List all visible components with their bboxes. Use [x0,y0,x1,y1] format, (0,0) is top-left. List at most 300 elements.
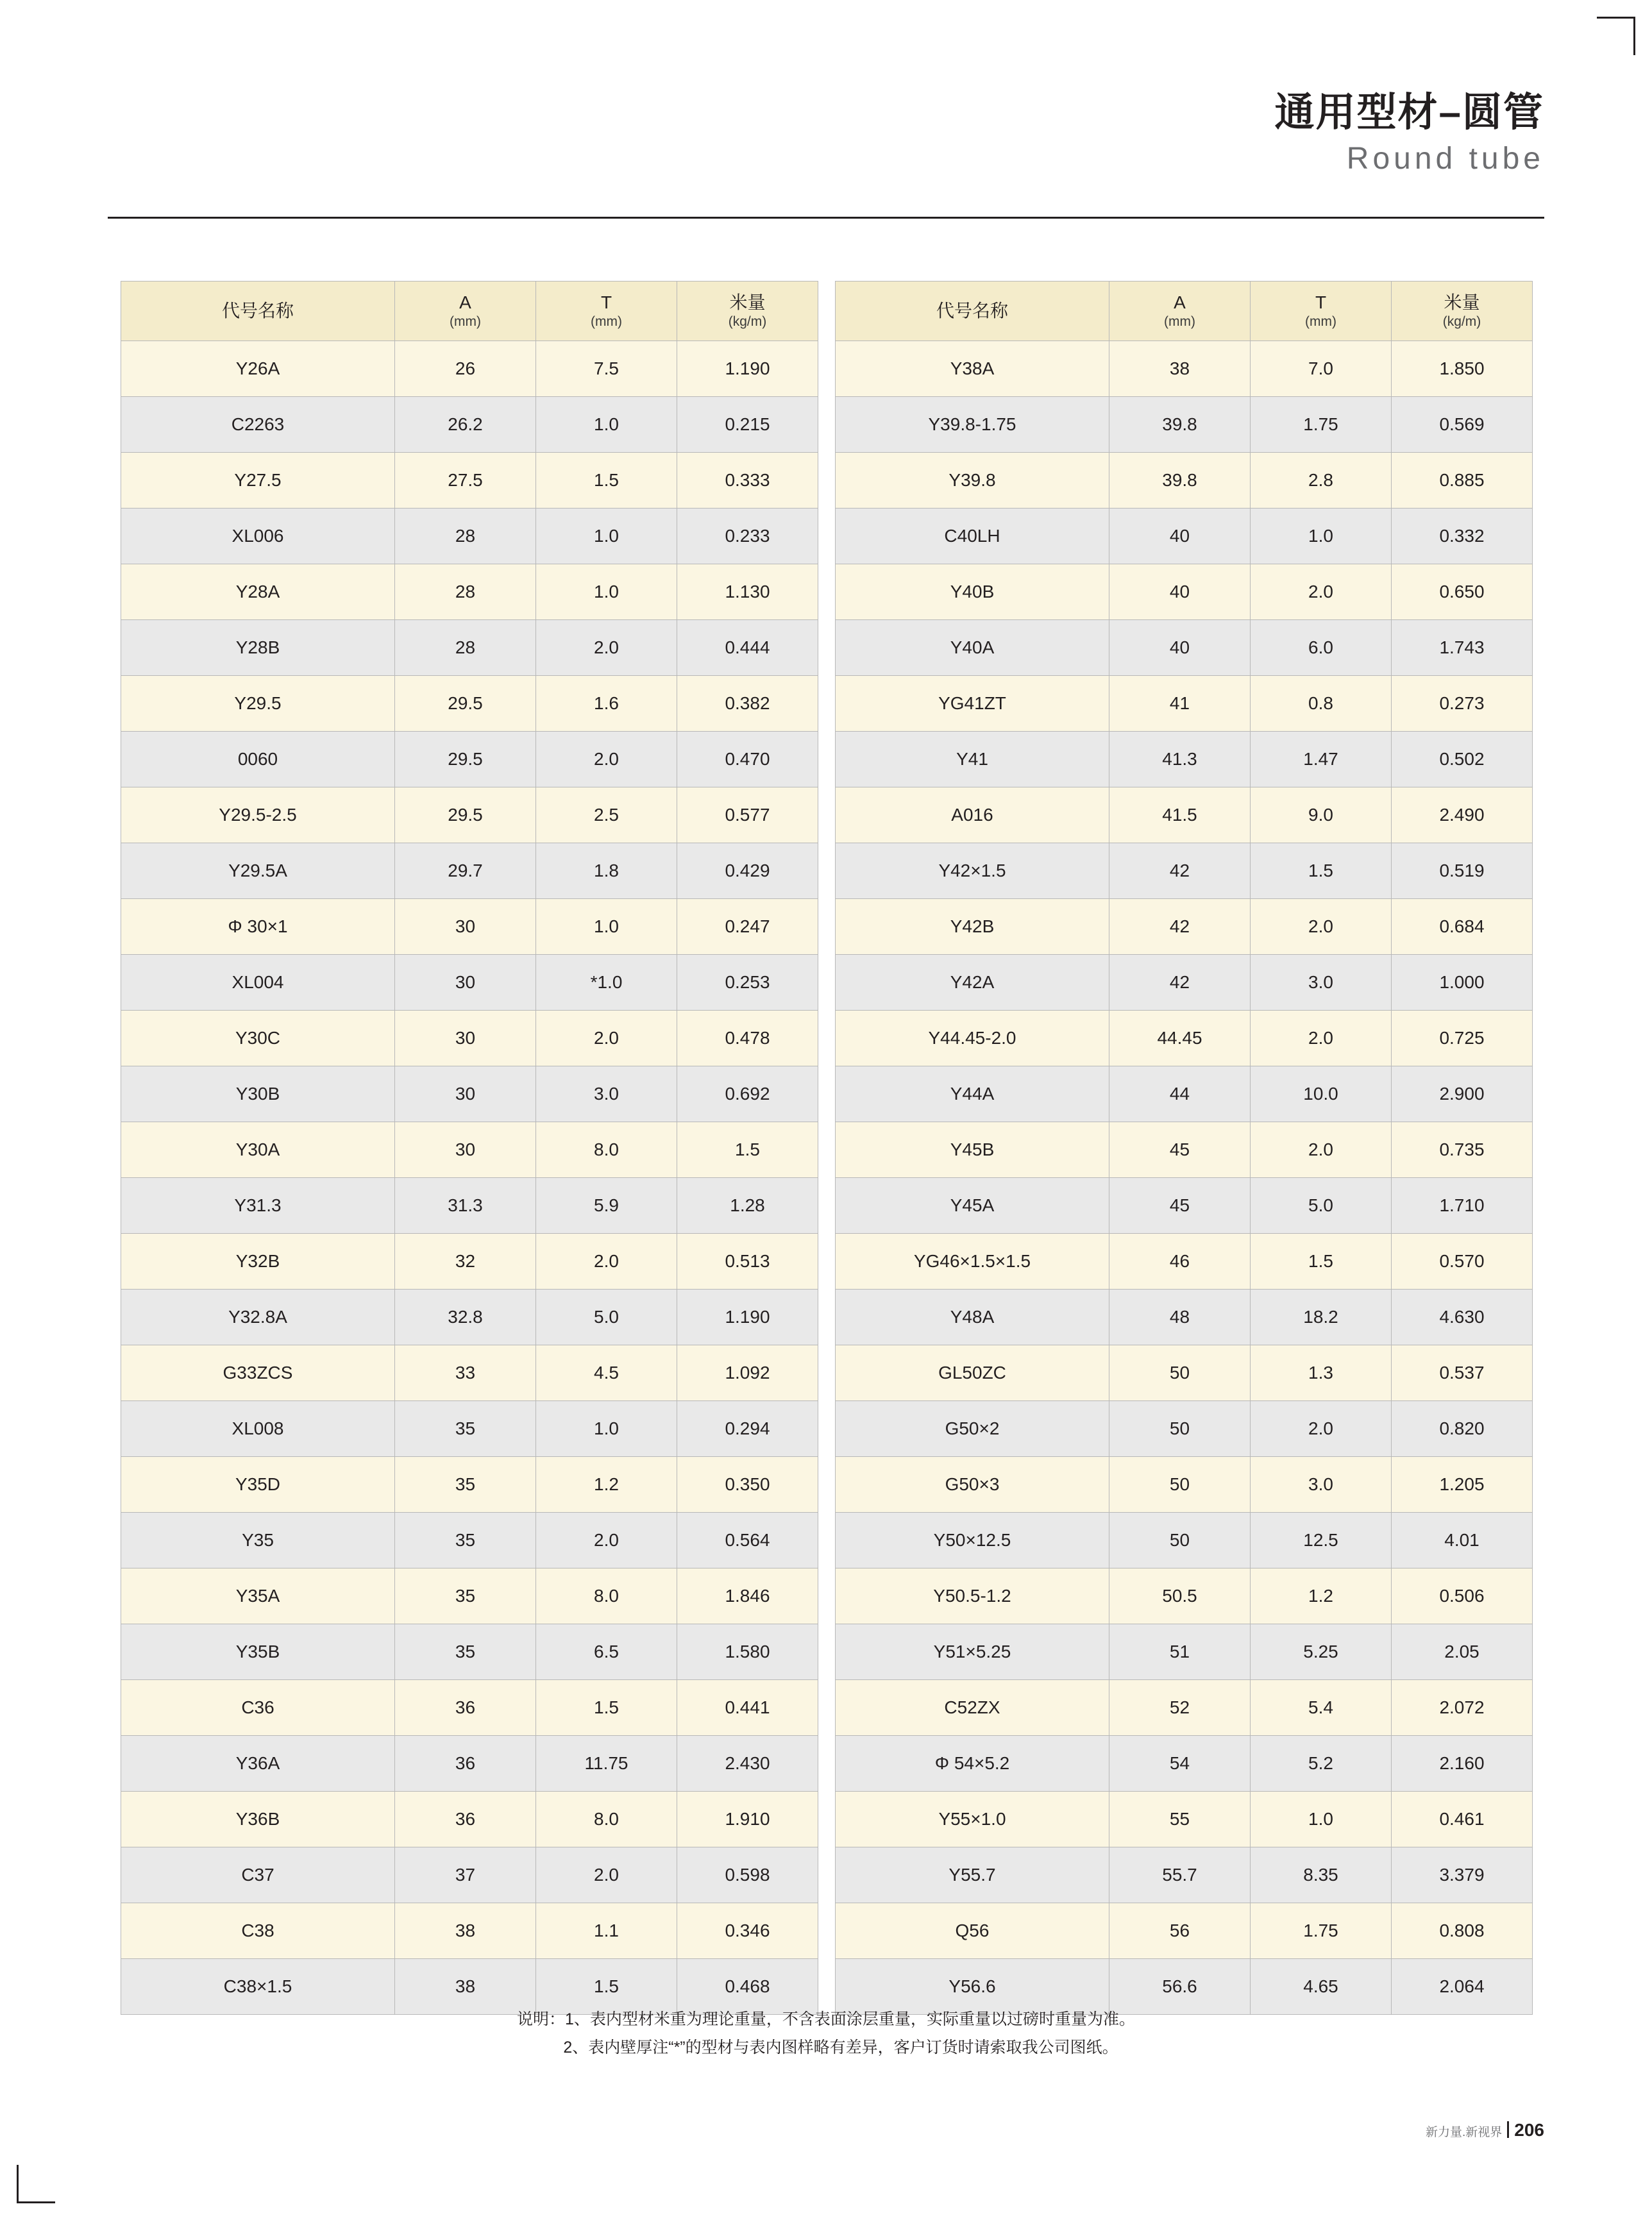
cell-weight: 1.130 [677,564,818,620]
cell-a: 32.8 [395,1290,536,1345]
cell-name: Y27.5 [121,453,395,509]
cell-a: 29.5 [395,787,536,843]
table-row [121,1736,818,1792]
cell-t: 6.5 [536,1624,677,1680]
cell-name: A016 [836,787,1109,843]
table-row [836,1234,1533,1290]
cell-weight: 1.580 [677,1624,818,1680]
table-row [836,843,1533,899]
cell-weight: 0.346 [677,1903,818,1959]
cell-t: 8.35 [1251,1847,1392,1903]
header-divider [108,217,1544,219]
cell-weight: 4.01 [1392,1513,1533,1568]
table-row [836,453,1533,509]
cell-weight: 1.743 [1392,620,1533,676]
table-row [121,1792,818,1847]
cell-t: 7.5 [536,341,677,397]
cell-weight: 0.885 [1392,453,1533,509]
table-row [836,1568,1533,1624]
footer-divider [1507,2121,1509,2138]
page-number: 206 [1514,2120,1544,2140]
cell-name: C37 [121,1847,395,1903]
cell-t: 9.0 [1251,787,1392,843]
crop-mark-top-right-horizontal [1597,17,1635,19]
table-row [121,1122,818,1178]
cell-a: 32 [395,1234,536,1290]
cell-t: 1.6 [536,676,677,732]
cell-a: 30 [395,1066,536,1122]
cell-a: 42 [1109,955,1251,1011]
cell-t: 1.2 [1251,1568,1392,1624]
cell-weight: 2.160 [1392,1736,1533,1792]
cell-name: Y50.5-1.2 [836,1568,1109,1624]
cell-t: 2.0 [536,1011,677,1066]
footer-slogan: 新力量.新视界 [1426,2126,1503,2139]
table-row [836,1178,1533,1234]
cell-a: 31.3 [395,1178,536,1234]
cell-t: 8.0 [536,1792,677,1847]
cell-name: YG41ZT [836,676,1109,732]
table-row [836,1736,1533,1792]
cell-name: Y40A [836,620,1109,676]
table-row [121,1847,818,1903]
cell-name: Q56 [836,1903,1109,1959]
cell-a: 35 [395,1624,536,1680]
cell-name: G50×2 [836,1401,1109,1457]
cell-a: 36 [395,1680,536,1736]
column-header-t-label: T [1315,292,1327,312]
cell-name: Y29.5A [121,843,395,899]
cell-t: 1.5 [536,1959,677,2015]
page-header [108,90,1544,180]
cell-name: Y55×1.0 [836,1792,1109,1847]
table-row [121,453,818,509]
spec-table-left-body [121,341,818,2015]
cell-weight: 0.429 [677,843,818,899]
cell-name: Y35D [121,1457,395,1513]
column-header-weight-unit: (kg/m) [1442,314,1481,330]
cell-a: 27.5 [395,453,536,509]
cell-weight: 0.650 [1392,564,1533,620]
cell-t: 2.0 [1251,564,1392,620]
cell-name: XL008 [121,1401,395,1457]
cell-weight: 0.564 [677,1513,818,1568]
cell-weight: 0.569 [1392,397,1533,453]
cell-weight: 0.506 [1392,1568,1533,1624]
cell-name: Y30A [121,1122,395,1178]
cell-t: 3.0 [1251,1457,1392,1513]
cell-name: Y32.8A [121,1290,395,1345]
cell-weight: 0.350 [677,1457,818,1513]
cell-name: YG46×1.5×1.5 [836,1234,1109,1290]
table-row [836,955,1533,1011]
cell-weight: 0.233 [677,509,818,564]
cell-weight: 2.900 [1392,1066,1533,1122]
cell-weight: 0.444 [677,620,818,676]
cell-name: C38 [121,1903,395,1959]
cell-weight: 0.333 [677,453,818,509]
cell-a: 29.5 [395,732,536,787]
cell-weight: 0.470 [677,732,818,787]
cell-t: 2.0 [536,1234,677,1290]
table-row [836,1513,1533,1568]
column-header-a-unit: (mm) [450,314,481,330]
cell-weight: 0.294 [677,1401,818,1457]
cell-weight: 1.710 [1392,1178,1533,1234]
cell-a: 55 [1109,1792,1251,1847]
cell-a: 55.7 [1109,1847,1251,1903]
cell-t: 1.0 [536,1401,677,1457]
cell-a: 30 [395,1011,536,1066]
cell-t: 1.75 [1251,1903,1392,1959]
cell-weight: 2.430 [677,1736,818,1792]
cell-weight: 4.630 [1392,1290,1533,1345]
cell-weight: 0.735 [1392,1122,1533,1178]
cell-name: Y55.7 [836,1847,1109,1903]
table-row [121,1011,818,1066]
column-header-name [121,282,395,341]
column-header-weight-label: 米量 [729,292,766,312]
cell-a: 50.5 [1109,1568,1251,1624]
table-row [121,1457,818,1513]
column-header-name-label: 代号名称 [936,300,1008,321]
cell-a: 46 [1109,1234,1251,1290]
column-header-a-label: A [459,292,471,312]
cell-weight: 2.490 [1392,787,1533,843]
cell-a: 37 [395,1847,536,1903]
cell-t: *1.0 [536,955,677,1011]
cell-t: 1.0 [536,564,677,620]
cell-name: Y35A [121,1568,395,1624]
table-row [836,787,1533,843]
cell-t: 11.75 [536,1736,677,1792]
table-row [836,1624,1533,1680]
table-row [836,564,1533,620]
cell-a: 38 [1109,341,1251,397]
table-row [121,1290,818,1345]
cell-t: 1.5 [1251,1234,1392,1290]
cell-t: 1.0 [536,899,677,955]
cell-weight: 0.253 [677,955,818,1011]
cell-name: Y51×5.25 [836,1624,1109,1680]
cell-name: Y35B [121,1624,395,1680]
cell-a: 45 [1109,1122,1251,1178]
cell-a: 38 [395,1959,536,2015]
cell-a: 36 [395,1736,536,1792]
cell-weight: 0.820 [1392,1401,1533,1457]
note-line-2: 2、表内壁厚注“*”的型材与表内图样略有差异，客户订货时请索取我公司图纸。 [563,2038,1118,2056]
cell-t: 8.0 [536,1568,677,1624]
table-row [121,564,818,620]
cell-a: 50 [1109,1513,1251,1568]
cell-a: 30 [395,1122,536,1178]
cell-weight: 0.382 [677,676,818,732]
cell-name: 0060 [121,732,395,787]
cell-name: GL50ZC [836,1345,1109,1401]
table-row [836,1401,1533,1457]
table-row [121,1234,818,1290]
cell-weight: 3.379 [1392,1847,1533,1903]
cell-name: C52ZX [836,1680,1109,1736]
column-header-t [536,282,677,341]
cell-weight: 0.692 [677,1066,818,1122]
cell-t: 1.5 [536,453,677,509]
cell-a: 50 [1109,1457,1251,1513]
cell-weight: 2.064 [1392,1959,1533,2015]
table-row [121,341,818,397]
cell-weight: 1.5 [677,1122,818,1178]
cell-t: 4.5 [536,1345,677,1401]
cell-name: Y26A [121,341,395,397]
cell-t: 5.0 [536,1290,677,1345]
cell-t: 12.5 [1251,1513,1392,1568]
note-line-1: 说明：1、表内型材米重为理论重量，不含表面涂层重量，实际重量以过磅时重量为准。 [517,2010,1135,2028]
cell-a: 50 [1109,1345,1251,1401]
table-row [836,1122,1533,1178]
cell-a: 29.7 [395,843,536,899]
cell-t: 1.0 [1251,509,1392,564]
cell-a: 41.3 [1109,732,1251,787]
cell-a: 29.5 [395,676,536,732]
table-row [836,1903,1533,1959]
cell-t: 1.5 [1251,843,1392,899]
cell-weight: 1.28 [677,1178,818,1234]
cell-weight: 1.910 [677,1792,818,1847]
cell-a: 33 [395,1345,536,1401]
cell-t: 5.0 [1251,1178,1392,1234]
cell-weight: 0.461 [1392,1792,1533,1847]
cell-t: 0.8 [1251,676,1392,732]
cell-name: Φ 30×1 [121,899,395,955]
cell-a: 35 [395,1568,536,1624]
table-row [121,620,818,676]
cell-a: 51 [1109,1624,1251,1680]
column-header-a-label: A [1174,292,1186,312]
page-title-english: Round tube [1346,142,1544,176]
cell-name: Y35 [121,1513,395,1568]
cell-weight: 0.478 [677,1011,818,1066]
cell-t: 4.65 [1251,1959,1392,2015]
cell-weight: 0.577 [677,787,818,843]
cell-a: 40 [1109,620,1251,676]
cell-t: 3.0 [536,1066,677,1122]
table-row [836,1066,1533,1122]
cell-a: 28 [395,509,536,564]
cell-name: Y44A [836,1066,1109,1122]
cell-weight: 1.190 [677,1290,818,1345]
cell-weight: 0.468 [677,1959,818,2015]
table-row [836,1457,1533,1513]
column-header-t-unit: (mm) [591,314,622,330]
cell-name: C40LH [836,509,1109,564]
table-header-row [121,282,818,341]
table-row [121,1178,818,1234]
cell-name: G33ZCS [121,1345,395,1401]
cell-name: Y45A [836,1178,1109,1234]
column-header-t-unit: (mm) [1305,314,1336,330]
cell-name: Y29.5 [121,676,395,732]
cell-name: XL006 [121,509,395,564]
cell-t: 1.8 [536,843,677,899]
cell-t: 2.0 [536,620,677,676]
cell-a: 56 [1109,1903,1251,1959]
table-row [121,899,818,955]
table-row [121,1513,818,1568]
cell-name: Y29.5-2.5 [121,787,395,843]
cell-name: C36 [121,1680,395,1736]
cell-name: Y42B [836,899,1109,955]
cell-a: 38 [395,1903,536,1959]
cell-weight: 2.072 [1392,1680,1533,1736]
column-header-weight-unit: (kg/m) [728,314,767,330]
cell-weight: 0.684 [1392,899,1533,955]
table-row [121,397,818,453]
table-row [836,509,1533,564]
notes [121,2006,1531,2062]
cell-t: 18.2 [1251,1290,1392,1345]
cell-weight: 0.537 [1392,1345,1533,1401]
cell-a: 26.2 [395,397,536,453]
cell-weight: 1.846 [677,1568,818,1624]
table-row [121,509,818,564]
cell-name: Y50×12.5 [836,1513,1109,1568]
cell-t: 7.0 [1251,341,1392,397]
table-row [121,1401,818,1457]
page-title-chinese: 通用型材–圆管 [1274,90,1544,135]
table-row [121,1903,818,1959]
cell-weight: 0.598 [677,1847,818,1903]
cell-a: 28 [395,564,536,620]
table-row [121,1345,818,1401]
cell-a: 35 [395,1457,536,1513]
crop-mark-top-right-vertical [1633,17,1635,55]
cell-a: 42 [1109,899,1251,955]
cell-t: 2.8 [1251,453,1392,509]
cell-a: 30 [395,899,536,955]
table-row [836,899,1533,955]
table-row [836,1011,1533,1066]
table-row [121,1568,818,1624]
column-header-name [836,282,1109,341]
cell-weight: 1.000 [1392,955,1533,1011]
cell-a: 48 [1109,1290,1251,1345]
cell-weight: 0.215 [677,397,818,453]
cell-t: 8.0 [536,1122,677,1178]
cell-t: 2.0 [536,1513,677,1568]
table-row [836,1345,1533,1401]
cell-t: 2.0 [1251,1122,1392,1178]
cell-weight: 0.273 [1392,676,1533,732]
cell-name: Y30C [121,1011,395,1066]
cell-name: Y28B [121,620,395,676]
cell-a: 39.8 [1109,453,1251,509]
cell-t: 1.5 [536,1680,677,1736]
table-header-row [836,282,1533,341]
cell-weight: 0.441 [677,1680,818,1736]
cell-a: 35 [395,1513,536,1568]
cell-weight: 0.247 [677,899,818,955]
cell-name: Φ 54×5.2 [836,1736,1109,1792]
table-row [121,1624,818,1680]
table-row [836,341,1533,397]
cell-a: 45 [1109,1178,1251,1234]
cell-name: Y32B [121,1234,395,1290]
table-row [836,676,1533,732]
cell-name: Y41 [836,732,1109,787]
cell-weight: 0.519 [1392,843,1533,899]
spec-table-right [835,281,1533,2015]
cell-name: G50×3 [836,1457,1109,1513]
cell-weight: 0.502 [1392,732,1533,787]
cell-a: 41.5 [1109,787,1251,843]
cell-name: Y42A [836,955,1109,1011]
spec-tables [121,281,1531,2015]
column-header-t [1251,282,1392,341]
column-header-weight-label: 米量 [1444,292,1480,312]
table-row [121,732,818,787]
table-row [121,787,818,843]
cell-t: 10.0 [1251,1066,1392,1122]
cell-name: Y40B [836,564,1109,620]
cell-weight: 0.725 [1392,1011,1533,1066]
cell-name: C2263 [121,397,395,453]
table-row [836,1680,1533,1736]
table-row [836,397,1533,453]
table-row [121,843,818,899]
cell-name: Y38A [836,341,1109,397]
table-row [121,1680,818,1736]
table-row [121,1066,818,1122]
cell-a: 36 [395,1792,536,1847]
cell-name: Y42×1.5 [836,843,1109,899]
cell-weight: 0.808 [1392,1903,1533,1959]
cell-a: 50 [1109,1401,1251,1457]
cell-name: Y45B [836,1122,1109,1178]
cell-a: 30 [395,955,536,1011]
cell-a: 39.8 [1109,397,1251,453]
cell-t: 1.3 [1251,1345,1392,1401]
cell-t: 1.47 [1251,732,1392,787]
column-header-weight [677,282,818,341]
cell-weight: 0.513 [677,1234,818,1290]
cell-weight: 0.570 [1392,1234,1533,1290]
cell-t: 5.2 [1251,1736,1392,1792]
cell-name: Y36B [121,1792,395,1847]
cell-t: 1.75 [1251,397,1392,453]
cell-name: Y56.6 [836,1959,1109,2015]
crop-mark-bottom-left-vertical [17,2165,19,2203]
cell-a: 26 [395,341,536,397]
cell-name: XL004 [121,955,395,1011]
spec-table-right-body [836,341,1533,2015]
cell-a: 56.6 [1109,1959,1251,2015]
cell-a: 42 [1109,843,1251,899]
column-header-weight [1392,282,1533,341]
cell-a: 40 [1109,564,1251,620]
cell-t: 2.0 [1251,1011,1392,1066]
column-header-a-unit: (mm) [1164,314,1195,330]
cell-weight: 1.092 [677,1345,818,1401]
cell-a: 52 [1109,1680,1251,1736]
cell-name: Y48A [836,1290,1109,1345]
table-row [836,1792,1533,1847]
cell-t: 5.4 [1251,1680,1392,1736]
cell-name: Y36A [121,1736,395,1792]
cell-a: 44 [1109,1066,1251,1122]
cell-name: Y39.8 [836,453,1109,509]
cell-t: 1.2 [536,1457,677,1513]
cell-name: Y30B [121,1066,395,1122]
